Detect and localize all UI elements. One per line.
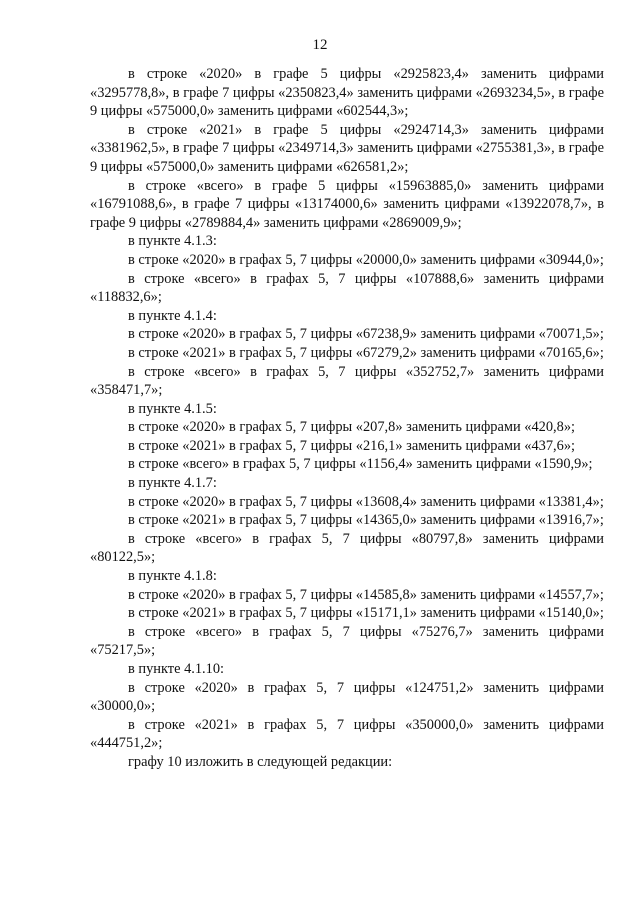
paragraph-section-4-1-8: в пункте 4.1.8: (128, 568, 217, 585)
paragraph-4-1-8-row-total: в строке «всего» в графах 5, 7 цифры «75276,7» заменить цифрами «75217,5»; (90, 623, 604, 659)
paragraph-section-4-1-3: в пункте 4.1.3: (128, 233, 217, 250)
paragraph-graph-10-intro: графу 10 изложить в следующей редакции: (128, 753, 393, 770)
paragraph-section-4-1-5: в пункте 4.1.5: (128, 400, 217, 417)
paragraph-row-2020-graph-5-7-9: в строке «2020» в графе 5 цифры «2925823,4» заменить цифрами «3295778,8», в графе 7 цифры «2350823,4» заменить цифрами «2693234,5», в графе 9 цифры «575000,0» заменить цифрами «602544,3»; (90, 66, 604, 120)
document-body (90, 65, 604, 772)
paragraph-section-4-1-7: в пункте 4.1.7: (128, 475, 217, 492)
paragraph-4-1-5-row-2020: в строке «2020» в графах 5, 7 цифры «207,8» заменить цифрами «420,8»; (128, 419, 576, 436)
paragraph-4-1-7-row-2020: в строке «2020» в графах 5, 7 цифры «13608,4» заменить цифрами «13381,4»; (128, 493, 604, 510)
paragraph-row-total-graph-5-7-9: в строке «всего» в графе 5 цифры «15963885,0» заменить цифрами «16791088,6», в графе 7 цифры «13174000,6» заменить цифрами «13922078,7», в графе 9 цифры «2789884,4» заменить цифрами «2869009,9»; (90, 177, 604, 231)
paragraph-4-1-3-row-2020: в строке «2020» в графах 5, 7 цифры «20000,0» заменить цифрами «30944,0»; (128, 251, 604, 268)
page-number: 12 (312, 37, 328, 53)
paragraph-4-1-10-row-2021: в строке «2021» в графах 5, 7 цифры «350000,0» заменить цифрами «444751,2»; (90, 716, 604, 752)
paragraph-4-1-8-row-2021: в строке «2021» в графах 5, 7 цифры «15171,1» заменить цифрами «15140,0»; (128, 605, 604, 622)
paragraph-4-1-4-row-total: в строке «всего» в графах 5, 7 цифры «352752,7» заменить цифрами «358471,7»; (90, 363, 604, 399)
paragraph-section-4-1-10: в пункте 4.1.10: (128, 661, 225, 677)
paragraph-4-1-10-row-2020: в строке «2020» в графах 5, 7 цифры «124751,2» заменить цифрами «30000,0»; (90, 679, 604, 715)
paragraph-4-1-3-row-total: в строке «всего» в графах 5, 7 цифры «107888,6» заменить цифрами «118832,6»; (90, 270, 604, 306)
paragraph-4-1-7-row-2021: в строке «2021» в графах 5, 7 цифры «14365,0» заменить цифрами «13916,7»; (128, 512, 604, 529)
paragraph-4-1-4-row-2020: в строке «2020» в графах 5, 7 цифры «67238,9» заменить цифрами «70071,5»; (128, 326, 604, 343)
paragraph-4-1-4-row-2021: в строке «2021» в графах 5, 7 цифры «67279,2» заменить цифрами «70165,6»; (128, 344, 604, 361)
paragraph-4-1-8-row-2020: в строке «2020» в графах 5, 7 цифры «14585,8» заменить цифрами «14557,7»; (128, 586, 604, 603)
paragraph-row-2021-graph-5-7-9: в строке «2021» в графе 5 цифры «2924714,3» заменить цифрами «3381962,5», в графе 7 цифры «2349714,3» заменить цифрами «2755381,3», в графе 9 цифры «575000,0» заменить цифрами «626581,2»; (90, 121, 604, 175)
paragraph-section-4-1-4: в пункте 4.1.4: (128, 307, 217, 324)
paragraph-4-1-7-row-total: в строке «всего» в графах 5, 7 цифры «80797,8» заменить цифрами «80122,5»; (90, 530, 604, 566)
paragraph-4-1-5-row-2021: в строке «2021» в графах 5, 7 цифры «216,1» заменить цифрами «437,6»; (128, 437, 576, 454)
paragraph-4-1-5-row-total: в строке «всего» в графах 5, 7 цифры «1156,4» заменить цифрами «1590,9»; (128, 456, 593, 473)
